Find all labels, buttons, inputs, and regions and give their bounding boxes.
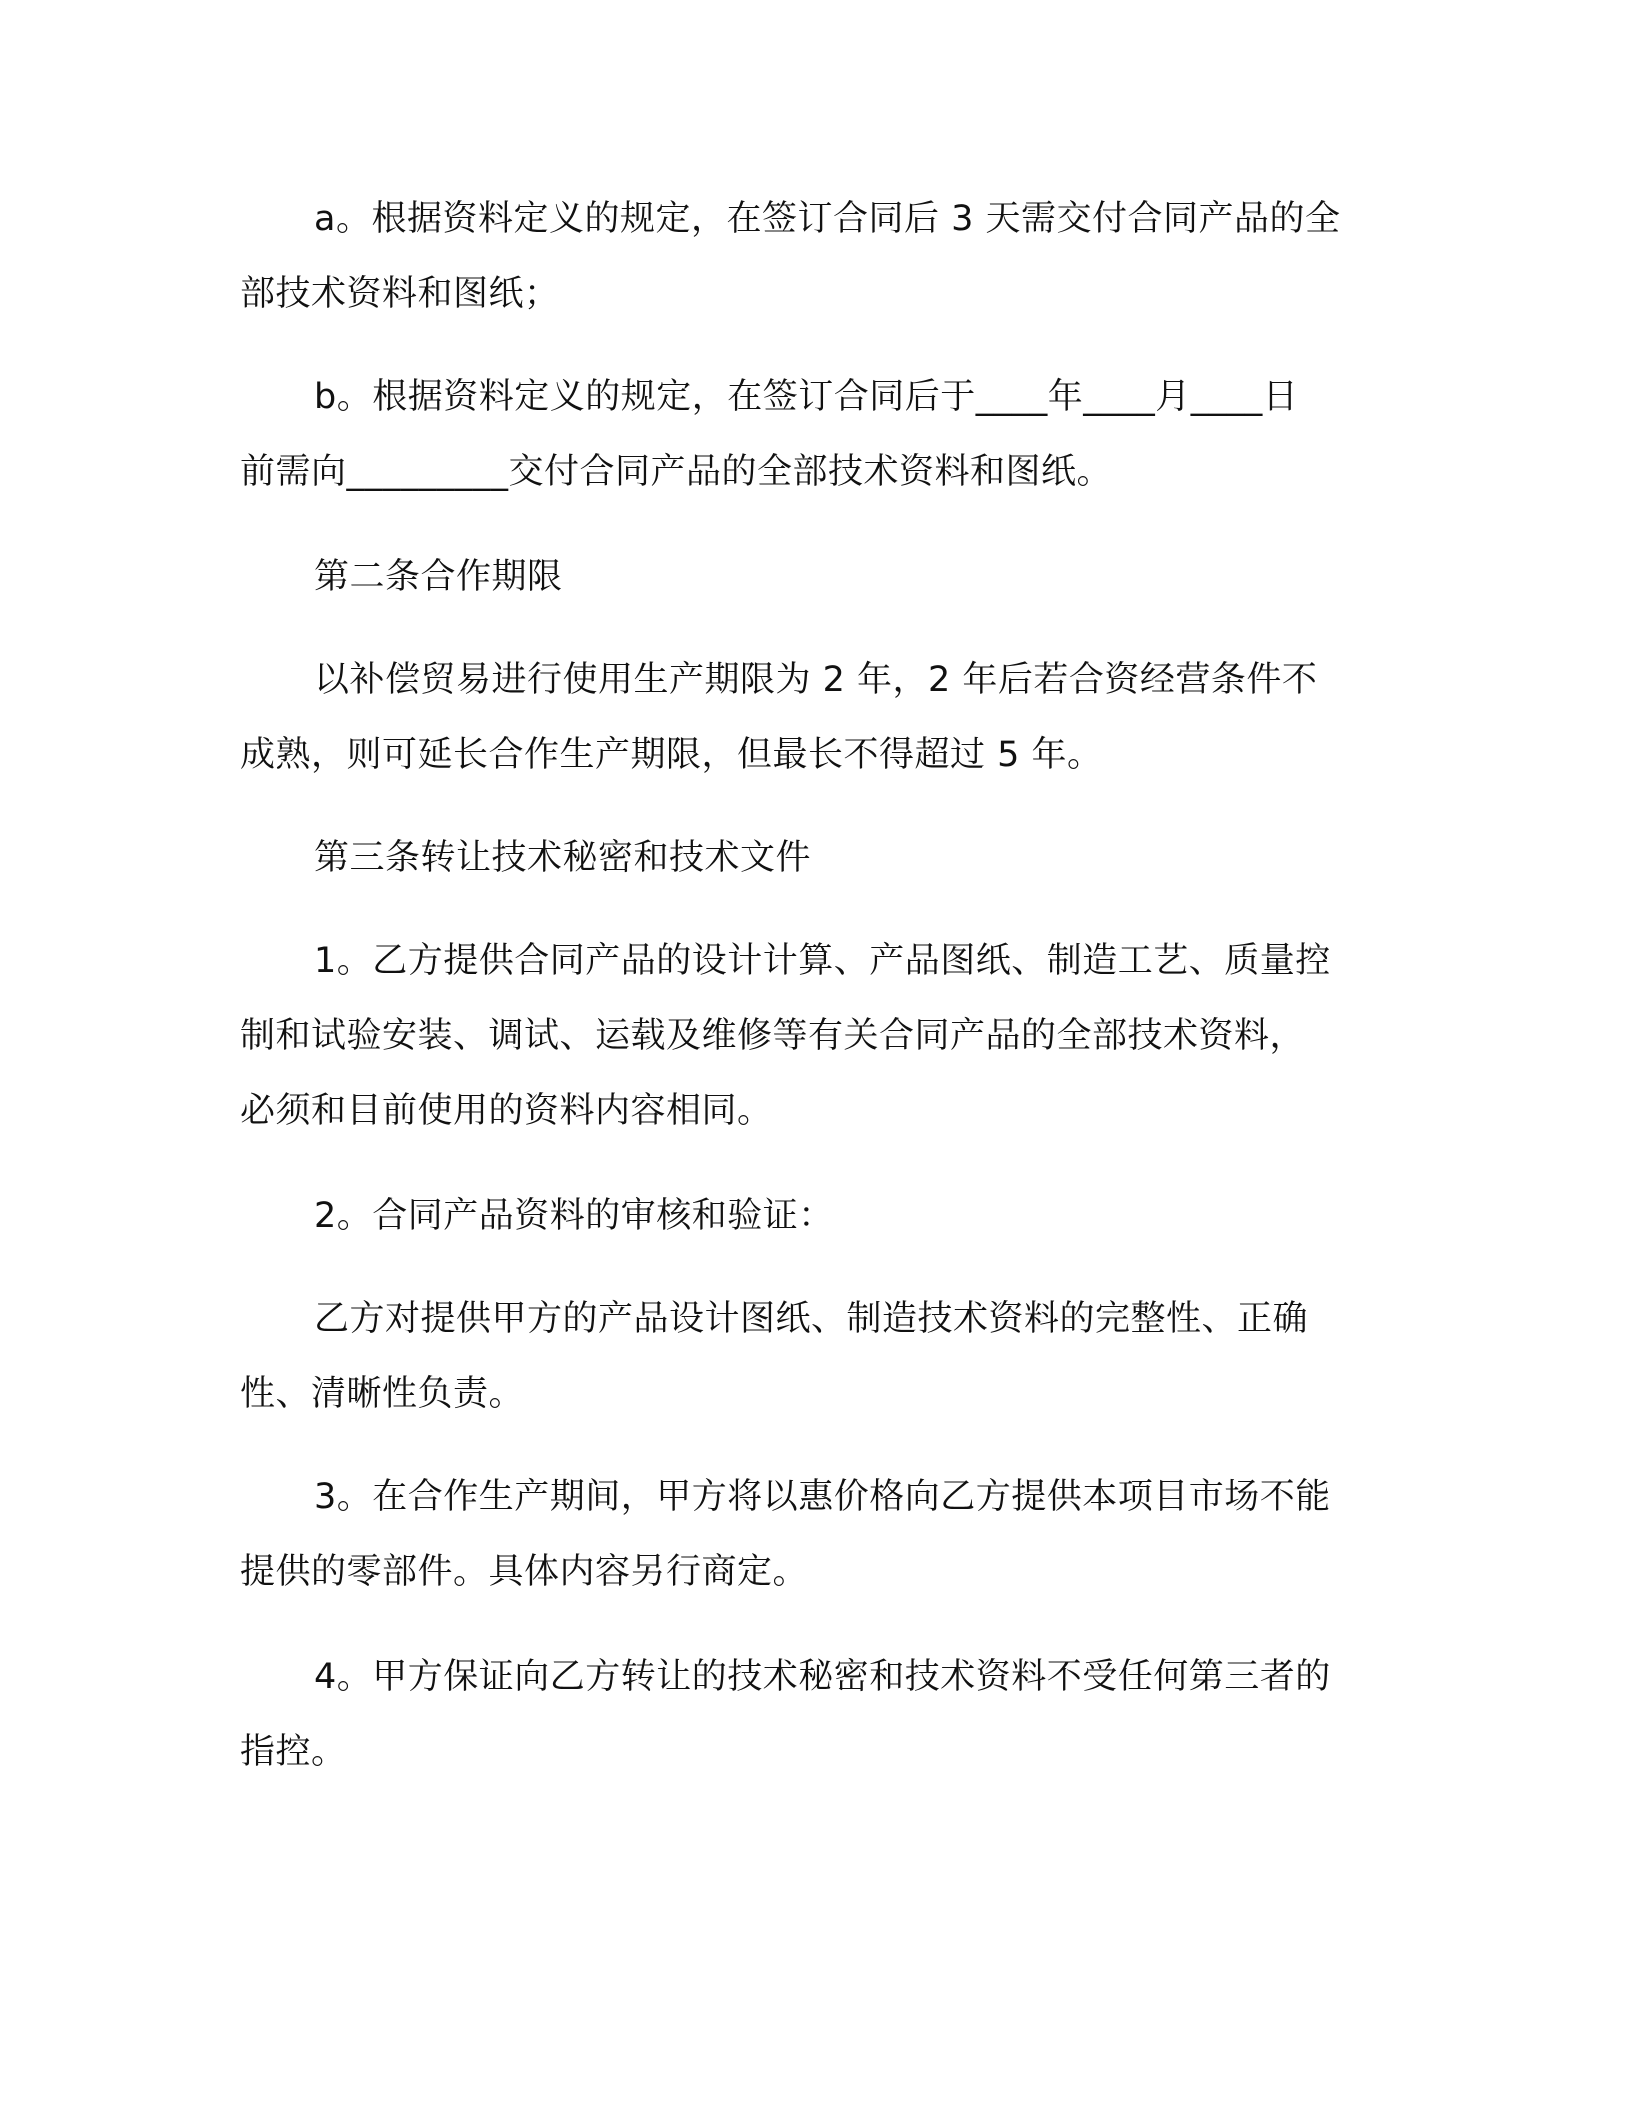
- item-1-line-2: 制和试验安装、调试、运载及维修等有关合同产品的全部技术资料，: [240, 1016, 1306, 1056]
- item-2-heading: 2。合同产品资料的审核和验证：: [314, 1196, 834, 1236]
- article-2-para-line-1: 以补偿贸易进行使用生产期限为 2 年，2 年后若合资经营条件不: [314, 660, 1318, 700]
- clause-b-line-2: 前需向_________交付合同产品的全部技术资料和图纸。: [240, 452, 1113, 492]
- item-4-line-1: 4。甲方保证向乙方转让的技术秘密和技术资料不受任何第三者的: [314, 1657, 1331, 1697]
- item-1-line-1: 1。乙方提供合同产品的设计计算、产品图纸、制造工艺、质量控: [314, 941, 1331, 981]
- clause-a-line-1: a。根据资料定义的规定，在签订合同后 3 天需交付合同产品的全: [314, 199, 1341, 239]
- item-1-line-3: 必须和目前使用的资料内容相同。: [240, 1091, 773, 1131]
- item-3-line-2: 提供的零部件。具体内容另行商定。: [240, 1552, 809, 1592]
- clause-b-line-1: b。根据资料定义的规定，在签订合同后于____年____月____日: [314, 377, 1299, 417]
- article-3-heading: 第三条转让技术秘密和技术文件: [314, 838, 812, 878]
- item-3-line-1: 3。在合作生产期间，甲方将以惠价格向乙方提供本项目市场不能: [314, 1477, 1331, 1517]
- item-2-para-line-1: 乙方对提供甲方的产品设计图纸、制造技术资料的完整性、正确: [314, 1299, 1309, 1339]
- item-4-line-2: 指控。: [240, 1732, 347, 1772]
- article-2-heading: 第二条合作期限: [314, 557, 563, 597]
- item-2-para-line-2: 性、清晰性负责。: [240, 1374, 525, 1414]
- article-2-para-line-2: 成熟，则可延长合作生产期限，但最长不得超过 5 年。: [240, 735, 1103, 775]
- clause-a-line-2: 部技术资料和图纸；: [240, 274, 560, 314]
